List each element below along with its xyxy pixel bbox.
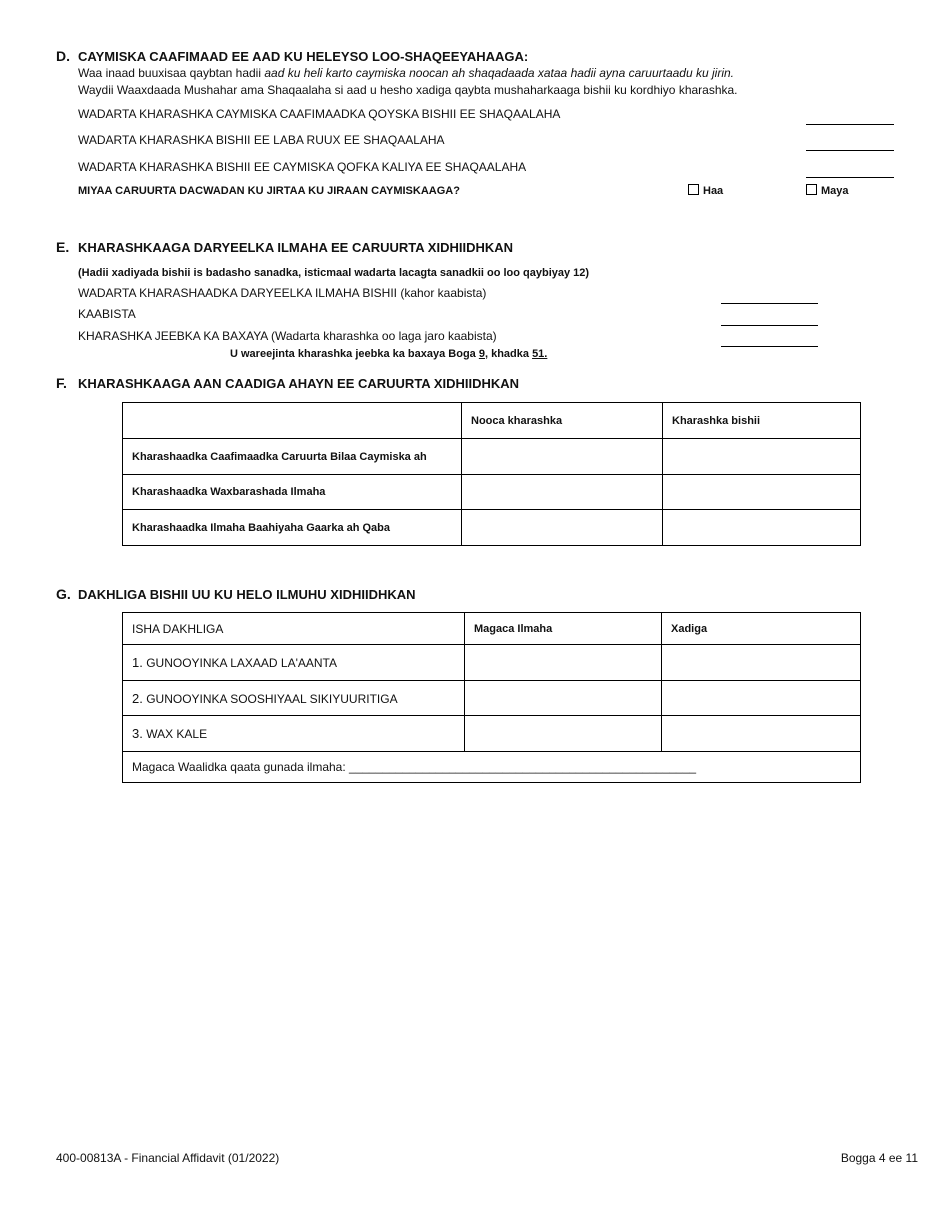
table-row [123,681,861,716]
table-header [123,403,462,439]
income-source: 3. WAX KALE [123,716,465,752]
section-f-title: KHARASHKAAGA AAN CAADIGA AHAYN EE CARUURTA XIDHIIDHKAN [78,376,520,391]
checkbox-yes-box[interactable] [688,184,699,195]
table-header-row [123,613,861,645]
table-header: ISHA DAKHLIGA [123,613,465,645]
employee-single-premium-label: WADARTA KHARASHKA BISHII EE CAYMISKA QOFKA KALIYA EE SHAQAALAHA [78,160,527,174]
out-of-pocket-field[interactable] [721,346,818,347]
monthly-cost-cell[interactable] [663,439,861,475]
checkbox-yes-label: Haa [703,185,724,197]
extraordinary-expenses-table [122,402,861,546]
table-header: Nooca kharashka [462,403,663,439]
page-number: Bogga 4 ee 11 [840,1151,918,1165]
row-label: Kharashaadka Waxbarashada Ilmaha [123,475,462,510]
income-source: 1. GUNOOYINKA LAXAAD LA'AANTA [123,645,465,681]
employee-family-premium-field[interactable] [806,124,894,125]
table-row [123,475,861,510]
employee-family-premium-label: WADARTA KHARASHKA CAYMISKA CAAFIMAADKA QOYSKA BISHII EE SHAQAALAHA [78,107,561,121]
expense-type-cell[interactable] [462,439,663,475]
row-label: Kharashaadka Ilmaha Baahiyaha Gaarka ah Qaba [123,510,462,546]
child-name-cell[interactable] [465,645,662,681]
section-d-instruction-1: Waa inaad buuxisaa qaybtan hadii aad ku heli karto caymiska noocan ah shaqadaada xataa hadii ayna caruurtaadu ku jirin. [78,66,734,80]
section-d-instruction-2: Waydii Waaxdaada Mushahar ama Shaqaalaha si aad u hesho xadiga qaybta mushaharkaaga bishii ku kordhiyo kharashka. [78,83,738,97]
subsidy-field[interactable] [721,325,818,326]
checkbox-no-label: Maya [821,185,849,197]
childcare-total-label: WADARTA KHARASHAADKA DARYEELKA ILMAHA BISHII (kahor kaabista) [78,286,487,300]
monthly-cost-cell[interactable] [663,475,861,510]
table-row [123,439,861,475]
table-footer-row [123,752,861,783]
form-id: 400-00813A - Financial Affidavit (01/2022) [56,1151,280,1165]
childcare-total-field[interactable] [721,303,818,304]
table-row [123,716,861,752]
subsidy-label: KAABISTA [78,307,136,321]
checkbox-yes[interactable] [688,184,723,197]
amount-cell[interactable] [662,645,861,681]
income-source: 2. GUNOOYINKA SOOSHIYAAL SIKIYUURITIGA [123,681,465,716]
checkbox-no-box[interactable] [806,184,817,195]
amount-cell[interactable] [662,681,861,716]
checkbox-no[interactable] [806,184,849,197]
table-header-row [123,403,861,439]
table-row [123,645,861,681]
section-g-title: DAKHLIGA BISHII UU KU HELO ILMUHU XIDHIIDHKAN [78,587,416,602]
expense-type-cell[interactable] [462,475,663,510]
child-name-cell[interactable] [465,716,662,752]
section-e-title: KHARASHKAAGA DARYEELKA ILMAHA EE CARUURTA XIDHIIDHKAN [78,240,514,255]
out-of-pocket-label: KHARASHKA JEEBKA KA BAXAYA (Wadarta kharashka oo laga jaro kaabista) [78,329,497,343]
children-insured-question: MIYAA CARUURTA DACWADAN KU JIRTAA KU JIRAAN CAYMISKAAGA? [78,185,460,197]
monthly-cost-cell[interactable] [663,510,861,546]
child-income-table [122,612,861,783]
section-e-note: (Hadii xadiyada bishii is badasho sanadka, isticmaal wadarta lacagta sanadkii oo loo qaybiyay 12) [78,267,590,279]
section-d-title: CAYMISKA CAAFIMAAD EE AAD KU HELEYSO LOO-SHAQEEYAHAAGA: [78,49,529,64]
section-d-letter: D. [56,48,70,64]
employee-single-premium-field[interactable] [806,177,894,178]
row-label: Kharashaadka Caafimaadka Caruurta Bilaa Caymiska ah [123,439,462,475]
employee-two-person-premium-field[interactable] [806,150,894,151]
expense-type-cell[interactable] [462,510,663,546]
amount-cell[interactable] [662,716,861,752]
table-header: Xadiga [662,613,861,645]
parent-receiving-benefits-field[interactable]: Magaca Waalidka qaata gunada ilmaha: ____________________________________________________ [123,752,861,783]
table-header: Kharashka bishii [663,403,861,439]
child-name-cell[interactable] [465,681,662,716]
employee-two-person-premium-label: WADARTA KHARASHKA BISHII EE LABA RUUX EE SHAQAALAHA [78,133,445,147]
section-g-letter: G. [56,586,71,602]
section-f-letter: F. [56,375,67,391]
section-e-letter: E. [56,239,70,255]
table-row [123,510,861,546]
table-header: Magaca Ilmaha [465,613,662,645]
transfer-reference: U wareejinta kharashka jeebka ka baxaya Boga 9, khadka 51. [230,348,548,360]
